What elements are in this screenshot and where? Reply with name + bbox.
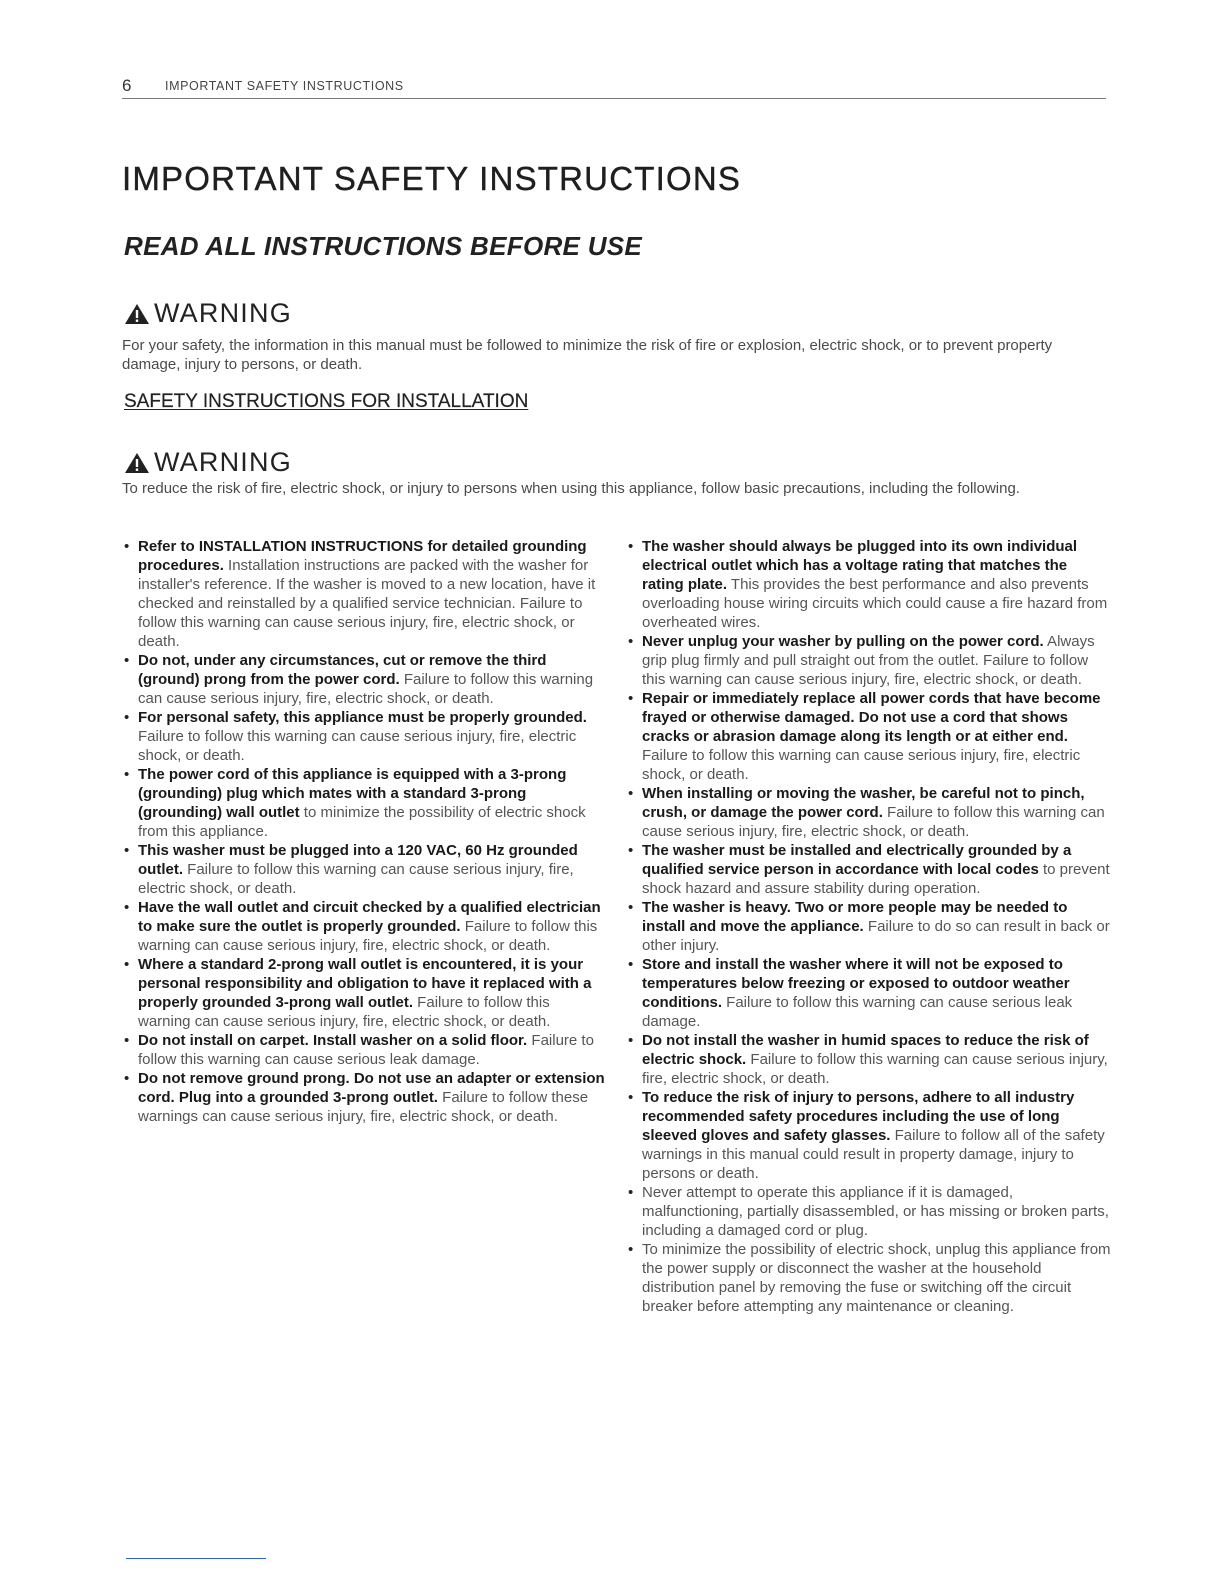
list-item: • Do not remove ground prong. Do not use an adapter or extension cord. Plug into a grounded 3-prong outlet. Failure to follow these warnings can cause serious injury, fire, electric shock, or death.	[124, 1070, 605, 1125]
bullet-icon: •	[628, 690, 634, 707]
page-header	[122, 76, 1106, 99]
warning-text-2: To reduce the risk of fire, electric shock, or injury to persons when using this appliance, follow basic precautions, including the following.	[122, 480, 1020, 497]
list-item: • Never unplug your washer by pulling on the power cord. Always grip plug firmly and pull straight out from the outlet. Failure to follow this warning can cause serious injury, fire, electric shock, or death.	[628, 633, 1095, 688]
list-item: • When installing or moving the washer, be careful not to pinch, crush, or damage the power cord. Failure to follow this warning can cause serious injury, fire, electric shock, or death.	[628, 785, 1105, 840]
bullet-icon: •	[124, 899, 130, 916]
list-item: • To minimize the possibility of electric shock, unplug this appliance from the power supply or disconnect the washer at the household distribution panel by removing the fuse or switching off the circuit breaker before attempting any maintenance or cleaning.	[628, 1241, 1111, 1315]
instructions-right-column	[626, 537, 1112, 1316]
bullet-icon: •	[124, 956, 130, 973]
warning-heading-2	[124, 447, 292, 478]
bullet-icon: •	[628, 842, 634, 859]
footer-rule	[126, 1558, 266, 1559]
bullet-icon: •	[628, 633, 634, 650]
section-heading: SAFETY INSTRUCTIONS FOR INSTALLATION	[124, 391, 529, 412]
bullet-icon: •	[628, 1184, 634, 1201]
list-item: • Where a standard 2-prong wall outlet is encountered, it is your personal responsibility and obligation to have it replaced with a properly grounded 3-prong wall outlet. Failure to follow this warning can cause serious injury, fire, electric shock, or death.	[124, 956, 592, 1030]
warning-triangle-icon	[124, 303, 150, 325]
instructions-left-column	[122, 537, 606, 1126]
warning-label: WARNING	[154, 447, 292, 477]
list-item: • Do not install the washer in humid spaces to reduce the risk of electric shock. Failure to follow this warning can cause serious injury, fire, electric shock, or death.	[628, 1032, 1108, 1087]
list-item: • Have the wall outlet and circuit checked by a qualified electrician to make sure the outlet is properly grounded. Failure to follow this warning can cause serious injury, fire, electric shock, or death.	[124, 899, 601, 954]
bullet-icon: •	[124, 538, 130, 555]
list-item: • The washer is heavy. Two or more people may be needed to install and move the appliance. Failure to do so can result in back or other injury.	[628, 899, 1110, 954]
warning-triangle-icon	[124, 452, 150, 474]
list-item: • The power cord of this appliance is equipped with a 3-prong (grounding) plug which mates with a standard 3-prong (grounding) wall outlet to minimize the possibility of electric shock from this appliance.	[124, 766, 586, 840]
bullet-icon: •	[628, 899, 634, 916]
list-item: • To reduce the risk of injury to persons, adhere to all industry recommended safety procedures including the use of long sleeved gloves and safety glasses. Failure to follow all of the safety warnings in this manual could result in property damage, injury to persons or death.	[628, 1089, 1105, 1182]
list-item: • Refer to INSTALLATION INSTRUCTIONS for detailed grounding procedures. Installation instructions are packed with the washer for installer's reference. If the washer is moved to a new location, have it checked and reinstalled by a qualified service technician. Failure to follow this warning can cause serious injury, fire, electric shock, or death.	[124, 538, 596, 650]
list-item: • Do not, under any circumstances, cut or remove the third (ground) prong from the power cord. Failure to follow this warning can cause serious injury, fire, electric shock, or death.	[124, 652, 594, 707]
running-title: IMPORTANT SAFETY INSTRUCTIONS	[165, 79, 404, 93]
list-item: • Never attempt to operate this appliance if it is damaged, malfunctioning, partially disassembled, or has missing or broken parts, including a damaged cord or plug.	[628, 1184, 1109, 1239]
list-item: • This washer must be plugged into a 120 VAC, 60 Hz grounded outlet. Failure to follow this warning can cause serious injury, fire, electric shock, or death.	[124, 842, 578, 897]
bullet-icon: •	[628, 785, 634, 802]
bullet-icon: •	[124, 1032, 130, 1049]
bullet-icon: •	[124, 766, 130, 783]
bullet-icon: •	[124, 652, 130, 669]
list-item: • The washer should always be plugged into its own individual electrical outlet which has a voltage rating that matches the rating plate. This provides the best performance and also prevents overloading house wiring circuits which could cause a fire hazard from overheated wires.	[628, 538, 1108, 631]
list-item: • For personal safety, this appliance must be properly grounded. Failure to follow this warning can cause serious injury, fire, electric shock, or death.	[124, 709, 587, 764]
warning-label: WARNING	[154, 298, 292, 328]
bullet-icon: •	[628, 1241, 634, 1258]
bullet-icon: •	[628, 538, 634, 555]
warning-text-1: For your safety, the information in this manual must be followed to minimize the risk of fire or explosion, electric shock, or to prevent property damage, injury to persons, or death.	[122, 337, 1053, 373]
page-title: IMPORTANT SAFETY INSTRUCTIONS	[122, 160, 742, 197]
bullet-icon: •	[124, 1070, 130, 1087]
list-item: • Store and install the washer where it will not be exposed to temperatures below freezing or exposed to outdoor weather conditions. Failure to follow this warning can cause serious leak damage.	[628, 956, 1073, 1030]
list-item: • The washer must be installed and electrically grounded by a qualified service person in accordance with local codes to prevent shock hazard and assure stability during operation.	[628, 842, 1110, 897]
bullet-icon: •	[628, 1032, 634, 1049]
page-number: 6	[122, 76, 132, 95]
list-item: • Do not install on carpet. Install washer on a solid floor. Failure to follow this warning can cause serious leak damage.	[124, 1032, 594, 1068]
list-item: • Repair or immediately replace all power cords that have become frayed or otherwise damaged. Do not use a cord that shows cracks or abrasion damage along its length or at either end. Failure to follow this warning can cause serious injury, fire, electric shock, or death.	[628, 690, 1101, 783]
bullet-icon: •	[124, 709, 130, 726]
bullet-icon: •	[628, 956, 634, 973]
bullet-icon: •	[628, 1089, 634, 1106]
bullet-icon: •	[124, 842, 130, 859]
warning-heading-1	[124, 298, 292, 329]
page-subtitle: READ ALL INSTRUCTIONS BEFORE USE	[124, 231, 643, 261]
